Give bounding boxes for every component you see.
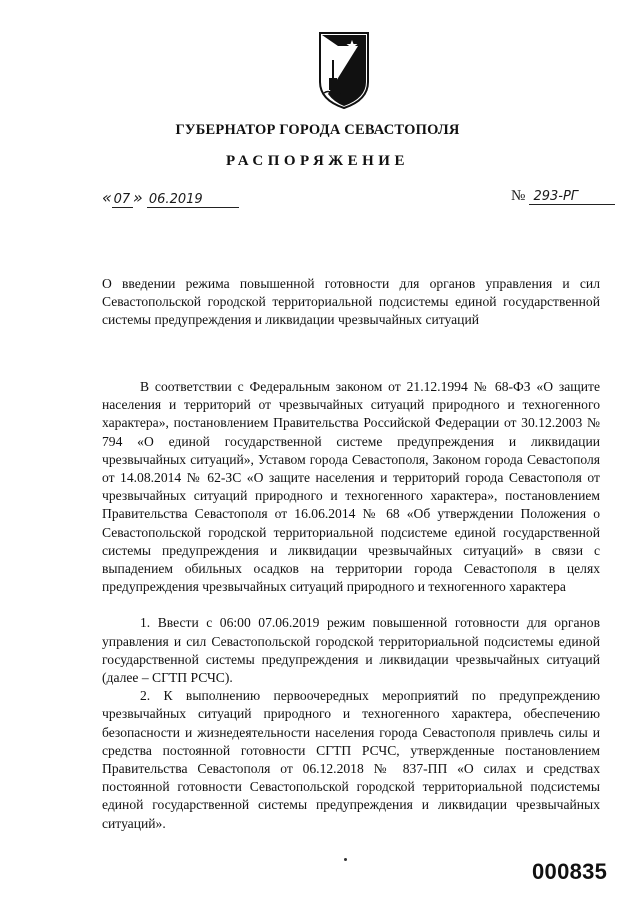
document-date: « 07 » 06.2019: [102, 188, 239, 208]
document-type-title: РАСПОРЯЖЕНИЕ: [226, 153, 409, 169]
number-value: 293-РГ: [529, 189, 615, 205]
item-paragraph-1: 1. Ввести с 06:00 07.06.2019 режим повышенной готовности для органов управления и сил Севастопольской городской территориальной подсистемы единой государственной системы предупреждения и ликвидации чрезвычайных ситуаций (далее – СГТП РСЧС).: [102, 615, 600, 686]
date-day: 07: [112, 192, 133, 208]
document-body: [102, 378, 600, 833]
number-sign: №: [511, 188, 526, 204]
item-paragraph-2: 2. К выполнению первоочередных мероприятий по предупреждению чрезвычайных ситуаций природного и техногенного характера, обеспечению безопасности и жизнедеятельности населения города Севастополя привлечь силы и средства постоянной готовности СГТП РСЧС, утвержденные постановлением Правительства Севастополя от 06.12.2018 № 837-ПП «О силах и средствах постоянной готовности Севастопольской городской территориальной подсистемы единой государственной системы предупреждения и ликвидации чрезвычайных ситуаций».: [102, 688, 600, 831]
document-number: [511, 188, 615, 205]
preamble-paragraph: В соответствии с Федеральным законом от 21.12.1994 № 68-ФЗ «О защите населения и территорий от чрезвычайных ситуаций природного и техногенного характера», постановлением Правительства Российской Федерации от 30.12.2003 № 794 «О единой государственной системе предупреждения и ликвидации чрезвычайных ситуаций», Уставом города Севастополя, Законом города Севастополя от 14.08.2014 № 62-ЗС «О защите населения и территорий города Севастополя от чрезвычайных ситуаций природного и техногенного характера», постановлением Правительства Севастополя от 16.06.2014 № 68 «Об утверждении Положения о Севастопольской городской территориальной подсистеме единой государственной системы предупреждения и ликвидации чрезвычайных ситуаций» в связи с выпадением обильных осадков на территории города Севастополя в целях предупреждения чрезвычайных ситуаций природного и техногенного характера: [102, 379, 600, 595]
organization-title: ГУБЕРНАТОР ГОРОДА СЕВАСТОПОЛЯ: [175, 122, 460, 138]
page-mark: [344, 858, 347, 861]
coat-of-arms-icon: [318, 30, 370, 110]
serial-number: 000835: [532, 859, 608, 884]
document-subject: О введении режима повышенной готовности для органов управления и сил Севастопольской городской территориальной подсистемы единой государственной системы предупреждения и ликвидации чрезвычайных ситуаций: [102, 276, 600, 328]
date-month-year: 06.2019: [147, 192, 239, 208]
